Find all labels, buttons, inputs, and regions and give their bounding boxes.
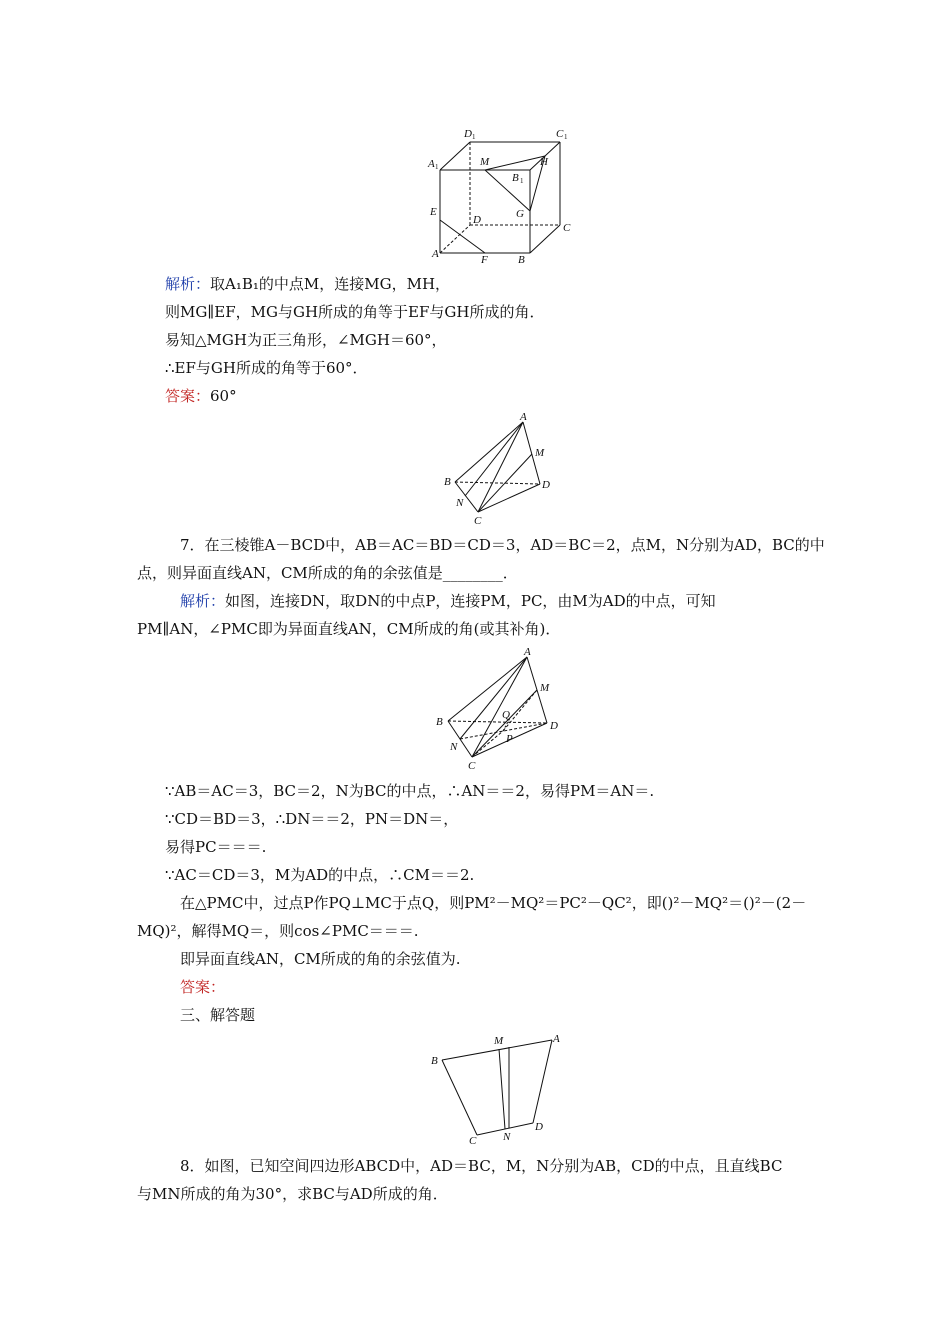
label-B: B xyxy=(444,476,451,488)
cube-diagram xyxy=(420,125,580,265)
label-C: C xyxy=(563,222,571,234)
solution-7-line-2: ∵CD＝BD＝3，∴DN＝＝2，PN＝DN＝， xyxy=(165,810,459,828)
question-8-line-1: 8．如图，已知空间四边形ABCD中，AD＝BC，M，N分别为AB，CD的中点，且直线BC xyxy=(180,1157,783,1175)
label-N: N xyxy=(456,497,464,509)
label-C: C xyxy=(468,760,476,770)
label-Q: Q xyxy=(502,709,510,721)
label-D: D xyxy=(550,720,558,732)
label-A: A xyxy=(520,412,527,423)
solution-7-line-3: 易得PC＝＝＝. xyxy=(165,838,267,856)
label-A: A xyxy=(524,646,531,658)
analysis-6-line-2: 则MG∥EF，MG与GH所成的角等于EF与GH所成的角． xyxy=(165,303,545,321)
label-A: A xyxy=(553,1033,560,1045)
section-heading: 三、解答题 xyxy=(180,1006,256,1024)
label-H: H xyxy=(540,156,548,168)
quadrilateral-diagram xyxy=(425,1030,570,1145)
analysis-6-line-3: 易知△MGH为正三角形，∠MGH＝60°， xyxy=(165,331,447,349)
label-D1: D xyxy=(464,128,472,140)
solution-7-line-1: ∵AB＝AC＝3，BC＝2，N为BC的中点，∴AN＝＝2，易得PM＝AN＝. xyxy=(165,782,655,800)
label-B1: B xyxy=(512,172,519,184)
label-F: F xyxy=(481,254,488,265)
svg-text:1: 1 xyxy=(564,133,568,141)
label-P: P xyxy=(506,733,513,745)
edge-cd xyxy=(478,484,540,512)
tetrahedron-figure-2 xyxy=(430,645,565,770)
tetrahedron-figure xyxy=(440,412,560,527)
question-8-line-2: 与MN所成的角为30°，求BC与AD所成的角． xyxy=(137,1185,448,1203)
segment-mn xyxy=(499,1049,505,1129)
label-C: C xyxy=(469,1135,477,1145)
label-N: N xyxy=(450,741,458,753)
label-B: B xyxy=(431,1055,438,1067)
label-B: B xyxy=(436,716,443,728)
label-A: A xyxy=(432,248,439,260)
analysis-6-line-4: ∴EF与GH所成的角等于60°． xyxy=(165,359,368,377)
edge-ab xyxy=(455,422,523,482)
label-C1: C xyxy=(556,128,564,140)
label-B: B xyxy=(518,254,525,265)
solution-7-line-5: 在△PMC中，过点P作PQ⊥MC于点Q，则PM²－MQ²＝PC²－QC²，即()²－MQ²＝()²－(2－ xyxy=(180,894,807,912)
edge-ad xyxy=(533,1040,552,1123)
segment-cm xyxy=(472,690,537,757)
label-C: C xyxy=(474,515,482,527)
label-A1: A xyxy=(428,158,435,170)
question-7-line-2: 点，则异面直线AN，CM所成的角的余弦值是________． xyxy=(137,564,518,582)
answer-label: 答案： xyxy=(165,387,211,405)
analysis-7-line-2: PM∥AN，∠PMC即为异面直线AN，CM所成的角(或其补角)． xyxy=(137,620,561,638)
label-N: N xyxy=(503,1131,511,1143)
svg-text:1: 1 xyxy=(520,177,524,185)
analysis-7-line-1: 解析：如图，连接DN，取DN的中点P，连接PM，PC，由M为AD的中点，可知 xyxy=(180,592,716,610)
cube-figure xyxy=(420,125,580,265)
analysis-label: 解析： xyxy=(165,275,211,293)
answer-label: 答案： xyxy=(180,978,226,996)
edge-ac xyxy=(478,422,523,512)
label-E: E xyxy=(430,206,437,218)
label-M: M xyxy=(540,682,550,694)
analysis-label: 解析： xyxy=(180,592,226,610)
label-M: M xyxy=(480,156,490,168)
quadrilateral-figure xyxy=(425,1030,570,1145)
analysis-6-line-1: 解析：取A₁B₁的中点M，连接MG，MH， xyxy=(165,275,451,293)
solution-7-line-7: 即异面直线AN，CM所成的角的余弦值为. xyxy=(180,950,461,968)
answer-6: 答案：60° xyxy=(165,387,237,405)
segment-an xyxy=(465,422,523,496)
edge-ab xyxy=(448,657,527,721)
segment-pc xyxy=(472,731,503,757)
tetrahedron-diagram xyxy=(440,412,560,527)
edge-bc xyxy=(442,1060,477,1135)
question-7-line-1: 7．在三棱锥A－BCD中，AB＝AC＝BD＝CD＝3，AD＝BC＝2，点M，N分别为AD，BC的中 xyxy=(180,536,825,554)
label-D: D xyxy=(542,479,550,491)
svg-text:1: 1 xyxy=(435,163,439,171)
label-M: M xyxy=(494,1035,504,1047)
tetrahedron-diagram-2 xyxy=(430,645,565,770)
segment-an xyxy=(460,657,527,739)
label-D: D xyxy=(535,1121,543,1133)
edge-bd xyxy=(455,482,540,484)
answer-7 xyxy=(180,977,225,997)
segment-mh xyxy=(485,156,545,170)
edge-b-c xyxy=(530,225,560,253)
label-M: M xyxy=(535,447,545,459)
edge-ac xyxy=(472,657,527,757)
label-G: G xyxy=(516,208,524,220)
edge-bd xyxy=(448,721,547,723)
solution-7-line-6: MQ)²，解得MQ＝，则cos∠PMC＝＝＝. xyxy=(137,922,419,940)
edge-a1-d1 xyxy=(440,142,470,170)
solution-7-line-4: ∵AC＝CD＝3，M为AD的中点，∴CM＝＝2. xyxy=(165,866,475,884)
label-D: D xyxy=(473,214,481,226)
svg-text:1: 1 xyxy=(472,133,476,141)
